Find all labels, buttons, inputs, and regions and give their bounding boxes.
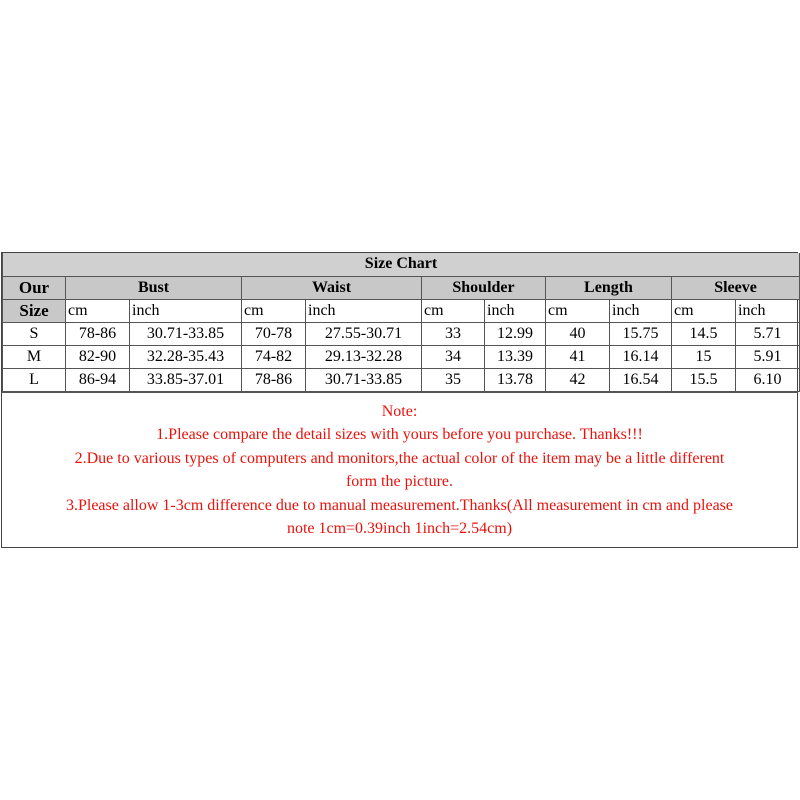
shoulder-inch-cell: 13.78	[485, 368, 546, 391]
size-cell: M	[3, 345, 66, 368]
note-line: 1.Please compare the detail sizes with yours before you purchase. Thanks!!!	[156, 426, 643, 443]
length-cm-cell: 41	[546, 345, 610, 368]
waist-inch-cell: 27.55-30.71	[306, 322, 422, 345]
unit-cm: cm	[66, 299, 130, 322]
shoulder-inch-cell: 12.99	[485, 322, 546, 345]
waist-inch-cell: 30.71-33.85	[306, 368, 422, 391]
unit-cm: cm	[422, 299, 485, 322]
note-line: note 1cm=0.39inch 1inch=2.54cm)	[286, 520, 513, 537]
bust-inch-cell: 30.71-33.85	[130, 322, 242, 345]
sleeve-cm-cell: 14.5	[672, 322, 736, 345]
waist-cm-cell: 70-78	[242, 322, 306, 345]
length-cm-cell: 40	[546, 322, 610, 345]
bust-header: Bust	[66, 276, 242, 299]
sleeve-inch-cell: 6.10	[736, 368, 800, 391]
length-inch-cell: 16.14	[610, 345, 672, 368]
table-row	[3, 322, 800, 345]
length-header: Length	[546, 276, 672, 299]
unit-inch: inch	[610, 299, 672, 322]
unit-inch: inch	[485, 299, 546, 322]
unit-cm: cm	[242, 299, 306, 322]
header-row-units	[3, 299, 800, 322]
sleeve-cm-cell: 15	[672, 345, 736, 368]
note-line: 2.Due to various types of computers and monitors,the actual color of the item may be a little different	[74, 449, 725, 467]
size-header-bottom: Size	[3, 299, 66, 322]
shoulder-cm-cell: 34	[422, 345, 485, 368]
shoulder-inch-cell: 13.39	[485, 345, 546, 368]
bust-inch-cell: 32.28-35.43	[130, 345, 242, 368]
unit-cm: cm	[546, 299, 610, 322]
size-header-top: Our	[3, 276, 66, 299]
sleeve-inch-cell: 5.71	[736, 322, 800, 345]
shoulder-header: Shoulder	[422, 276, 546, 299]
bust-cm-cell: 78-86	[66, 322, 130, 345]
unit-inch: inch	[736, 299, 800, 322]
sleeve-inch-cell: 5.91	[736, 345, 800, 368]
length-inch-cell: 15.75	[610, 322, 672, 345]
size-chart	[1, 252, 798, 548]
waist-inch-cell: 29.13-32.28	[306, 345, 422, 368]
waist-header: Waist	[242, 276, 422, 299]
table-row	[3, 345, 800, 368]
shoulder-cm-cell: 35	[422, 368, 485, 391]
length-inch-cell: 16.54	[610, 368, 672, 391]
sleeve-header: Sleeve	[672, 276, 800, 299]
size-cell: S	[3, 322, 66, 345]
length-cm-cell: 42	[546, 368, 610, 391]
header-row-groups	[3, 276, 800, 299]
shoulder-cm-cell: 33	[422, 322, 485, 345]
note-heading: Note:	[381, 402, 418, 420]
size-chart-title: Size Chart	[3, 253, 800, 276]
note-line: form the picture.	[345, 473, 454, 490]
size-cell: L	[3, 368, 66, 391]
unit-cm: cm	[672, 299, 736, 322]
sleeve-cm-cell: 15.5	[672, 368, 736, 391]
notes-section	[2, 392, 797, 547]
unit-inch: inch	[130, 299, 242, 322]
waist-cm-cell: 74-82	[242, 345, 306, 368]
unit-inch: inch	[306, 299, 422, 322]
note-line: 3.Please allow 1-3cm difference due to manual measurement.Thanks(All measurement in cm and please	[65, 496, 734, 514]
bust-cm-cell: 86-94	[66, 368, 130, 391]
size-table	[2, 253, 800, 392]
waist-cm-cell: 78-86	[242, 368, 306, 391]
bust-inch-cell: 33.85-37.01	[130, 368, 242, 391]
bust-cm-cell: 82-90	[66, 345, 130, 368]
table-row	[3, 368, 800, 391]
